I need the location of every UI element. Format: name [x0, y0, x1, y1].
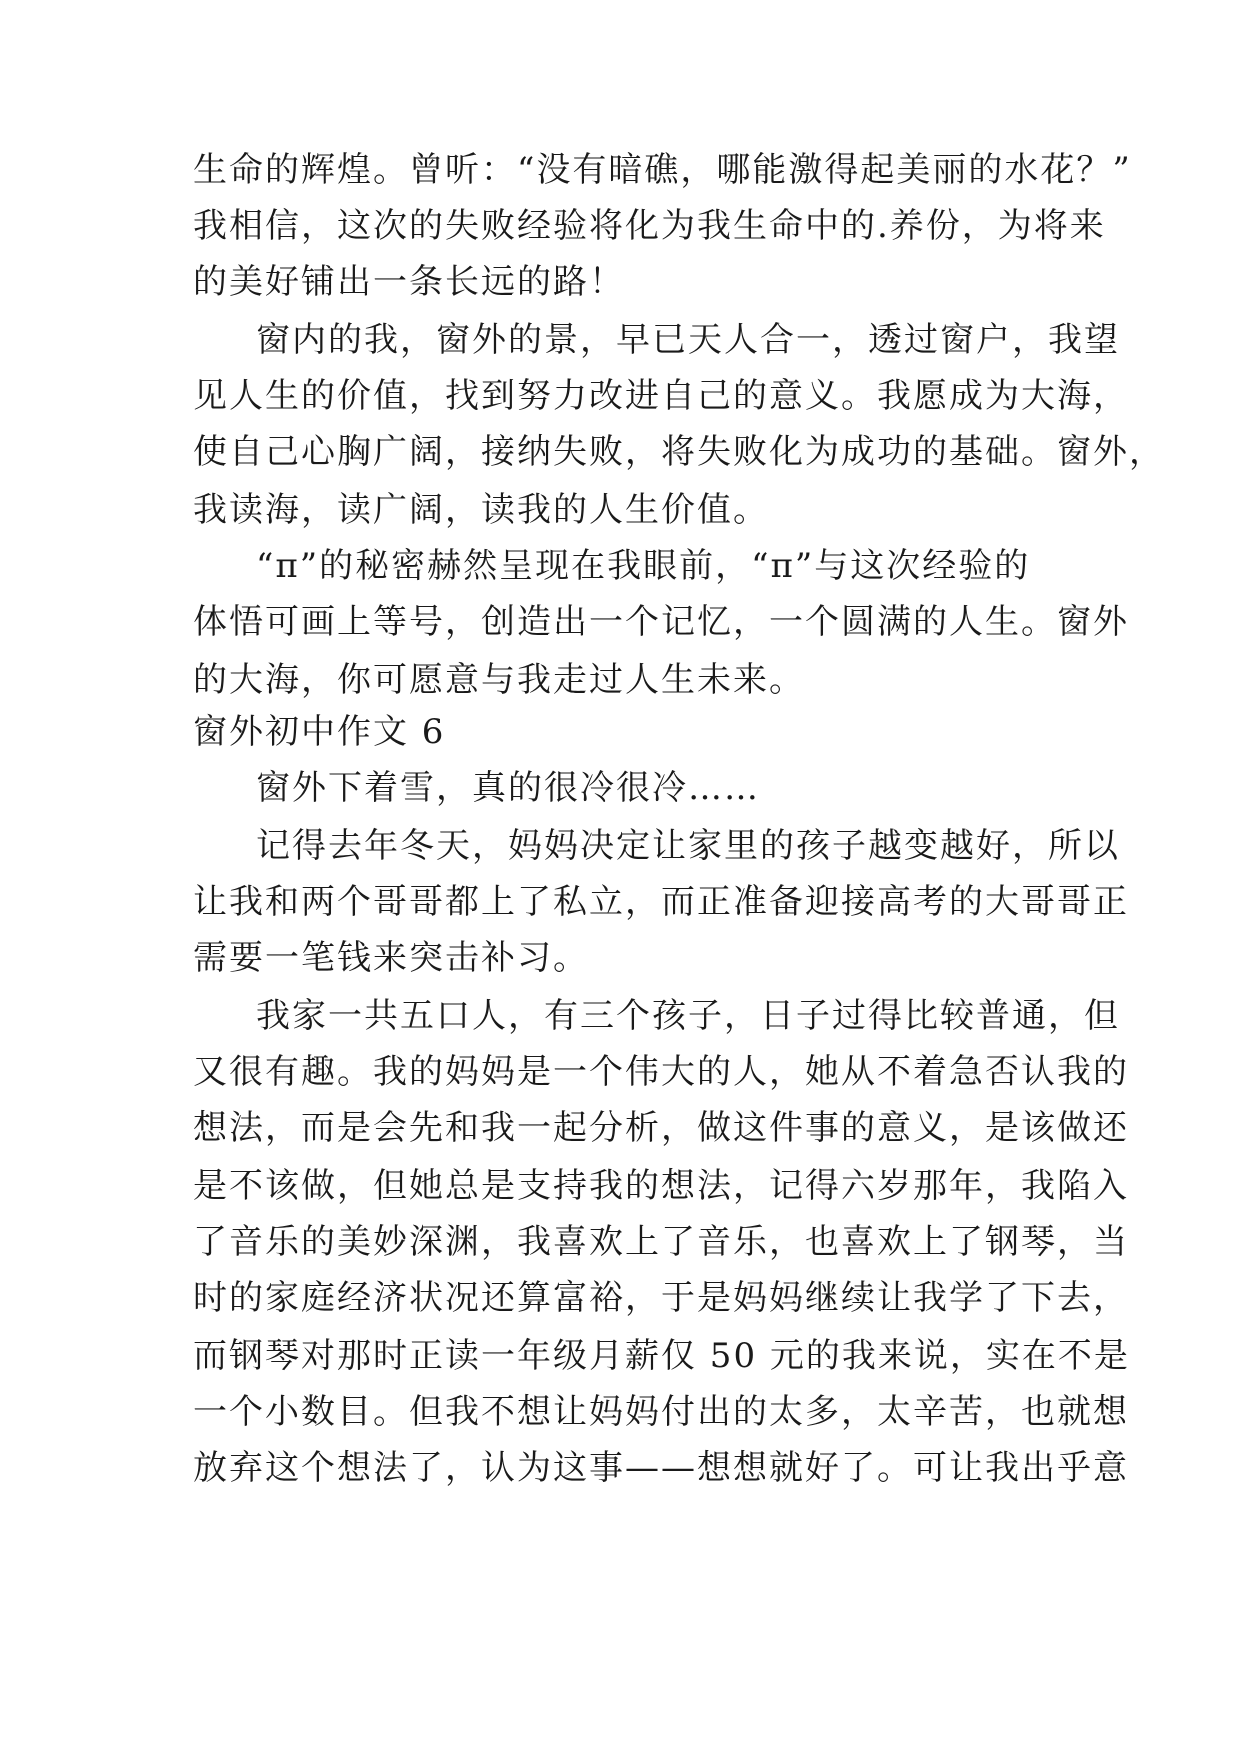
text-line-13: 记得去年冬天，妈妈决定让家里的孩子越变越好，所以 [256, 826, 1120, 866]
text-line-23: 一个小数目。但我不想让妈妈付出的太多，太辛苦，也就想 [193, 1392, 1129, 1432]
text-line-7: 我读海，读广阔，读我的人生价值。 [193, 490, 769, 530]
text-line-6: 使自己心胸广阔，接纳失败，将失败化为成功的基础。窗外， [193, 432, 1165, 472]
text-line-3: 的美好铺出一条长远的路！ [193, 262, 625, 302]
text-line-21: 时的家庭经济状况还算富裕，于是妈妈继续让我学了下去， [193, 1278, 1129, 1318]
text-line-2: 我相信，这次的失败经验将化为我生命中的.养份，为将来 [193, 206, 1106, 246]
text-line-22: 而钢琴对那时正读一年级月薪仅 50 元的我来说，实在不是 [193, 1336, 1130, 1376]
text-line-8: “π”的秘密赫然呈现在我眼前，“π”与这次经验的 [256, 546, 1031, 586]
text-line-17: 又很有趣。我的妈妈是一个伟大的人，她从不着急否认我的 [193, 1052, 1129, 1092]
section-heading: 窗外初中作文 6 [193, 712, 446, 752]
text-line-18: 想法，而是会先和我一起分析，做这件事的意义，是该做还 [193, 1108, 1129, 1148]
text-line-4: 窗内的我，窗外的景，早已天人合一，透过窗户，我望 [256, 320, 1120, 360]
text-line-20: 了音乐的美妙深渊，我喜欢上了音乐，也喜欢上了钢琴，当 [193, 1222, 1129, 1262]
text-line-1: 生命的辉煌。曾听：“没有暗礁，哪能激得起美丽的水花？” [193, 150, 1132, 190]
text-line-14: 让我和两个哥哥都上了私立，而正准备迎接高考的大哥哥正 [193, 882, 1129, 922]
text-line-9: 体悟可画上等号，创造出一个记忆，一个圆满的人生。窗外 [193, 602, 1129, 642]
text-line-10: 的大海，你可愿意与我走过人生未来。 [193, 660, 805, 700]
text-line-16: 我家一共五口人，有三个孩子，日子过得比较普通，但 [256, 996, 1120, 1036]
text-line-24: 放弃这个想法了，认为这事——想想就好了。可让我出乎意 [193, 1448, 1129, 1488]
text-line-19: 是不该做，但她总是支持我的想法，记得六岁那年，我陷入 [193, 1166, 1129, 1206]
text-line-5: 见人生的价值，找到努力改进自己的意义。我愿成为大海， [193, 376, 1129, 416]
text-line-15: 需要一笔钱来突击补习。 [193, 938, 589, 978]
text-line-12: 窗外下着雪，真的很冷很冷…… [256, 768, 760, 808]
